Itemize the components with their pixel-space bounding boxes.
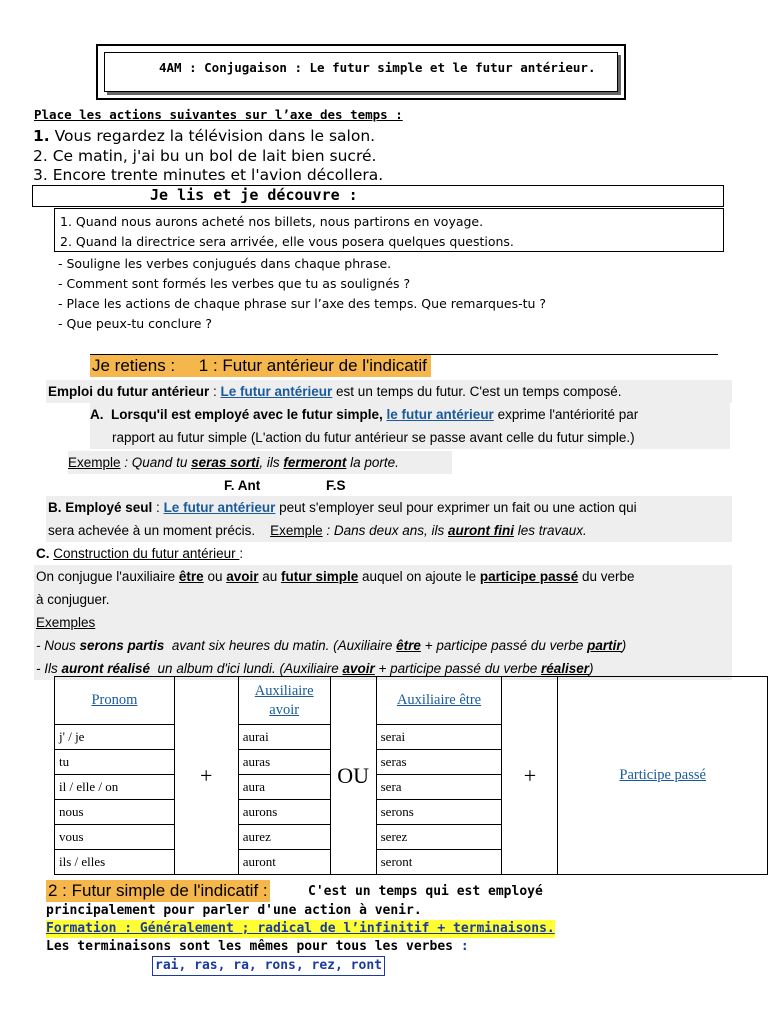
avoir-cell: auras [238,750,330,775]
etre-cell: sera [376,775,502,800]
construction-text: On conjugue l'auxiliaire être ou avoir au futur simple auquel on ajoute le participe passé du verbe à conjuguer. Exemples - Nous serons partis avant six heures du matin. (Auxiliaire être + participe passé du verbe partir) - Ils auront réalisé un album d'ici lundi. (Auxiliaire avoir + participe passé du verbe réaliser) [34,565,732,680]
discover-header-box [32,185,724,207]
point-c: C. Construction du futur antérieur : [36,546,244,561]
etre-cell: seras [376,750,502,775]
question-2: - Comment sont formés les verbes que tu as soulignés ? [58,276,411,291]
action-1: 1. Vous regardez la télévision dans le salon. [33,127,376,145]
question-3: - Place les actions de chaque phrase sur l’axe des temps. Que remarques-tu ? [58,296,547,311]
header-avoir: Auxiliaire avoir [238,677,330,725]
question-1: - Souligne les verbes conjugués dans chaque phrase. [58,256,392,271]
futur-simple-desc-2: principalement pour parler d'une action à venir. [46,903,422,918]
action-3: 3. Encore trente minutes et l'avion décollera. [33,166,384,184]
pronoun-cell: tu [55,750,175,775]
conjugation-table [54,676,768,875]
avoir-cell: aurez [238,825,330,850]
etre-cell: serai [376,725,502,750]
header-pronom: Pronom [55,677,175,725]
discover-sentences [54,208,724,252]
futur-simple-heading: 2 : Futur simple de l'indicatif : [48,881,268,900]
avoir-cell: aura [238,775,330,800]
discover-title: Je lis et je découvre : [150,186,358,204]
header-participe: Participe passé [558,677,768,875]
exercise-instruction: Place les actions suivantes sur l’axe des temps : [34,107,403,122]
pronoun-cell: j' / je [55,725,175,750]
plus-sign-2: + [502,677,558,875]
formation-rule: Formation : Généralement ; radical de l’infinitif + terminaisons. [46,921,555,936]
endings-list: rai, ras, ra, rons, rez, ront [152,956,385,976]
plus-sign-1: + [174,677,238,875]
ou-label: OU [330,677,376,875]
avoir-cell: auront [238,850,330,875]
sentence-2: 2. Quand la directrice sera arrivée, elle vous posera quelques questions. [60,234,514,249]
pronoun-cell: vous [55,825,175,850]
futur-simple-desc-1: C'est un temps qui est employé [308,884,543,899]
action-2: 2. Ce matin, j'ai bu un bol de lait bien sucré. [33,147,377,165]
pronoun-cell: ils / elles [55,850,175,875]
header-etre: Auxiliaire être [376,677,502,725]
discover-questions [58,254,546,334]
sentence-1: 1. Quand nous aurons acheté nos billets, nous partirons en voyage. [60,214,484,229]
endings-intro: Les terminaisons sont les mêmes pour tous les verbes : [46,939,469,954]
retiens-heading: Je retiens : 1 : Futur antérieur de l'indicatif [90,355,431,377]
example-1: Exemple : Quand tu seras sorti, ils fermeront la porte. [68,451,452,474]
title-frame [96,44,626,100]
pronoun-cell: nous [55,800,175,825]
point-b: B. Employé seul : Le futur antérieur peut s'employer seul pour exprimer un fait ou une action qui sera achevée à un moment précis. Exemple : Dans deux ans, ils auront fini les travaux. [46,496,732,542]
point-a: A. Lorsqu'il est employé avec le futur simple, le futur antérieur exprime l'antériorité par rapport au futur simple (L'action du futur antérieur se passe avant celle du futur simple.) [90,403,730,449]
avoir-cell: aurai [238,725,330,750]
pronoun-cell: il / elle / on [55,775,175,800]
question-4: - Que peux-tu conclure ? [58,316,213,331]
etre-cell: seront [376,850,502,875]
avoir-cell: aurons [238,800,330,825]
label-fant: F. Ant [224,478,261,493]
page-title: 4AM : Conjugaison : Le futur simple et le futur antérieur. [104,52,618,92]
etre-cell: serez [376,825,502,850]
emploi-line: Emploi du futur antérieur : Le futur antérieur est un temps du futur. C'est un temps composé. [46,380,732,403]
etre-cell: serons [376,800,502,825]
label-fs: F.S [326,478,346,493]
